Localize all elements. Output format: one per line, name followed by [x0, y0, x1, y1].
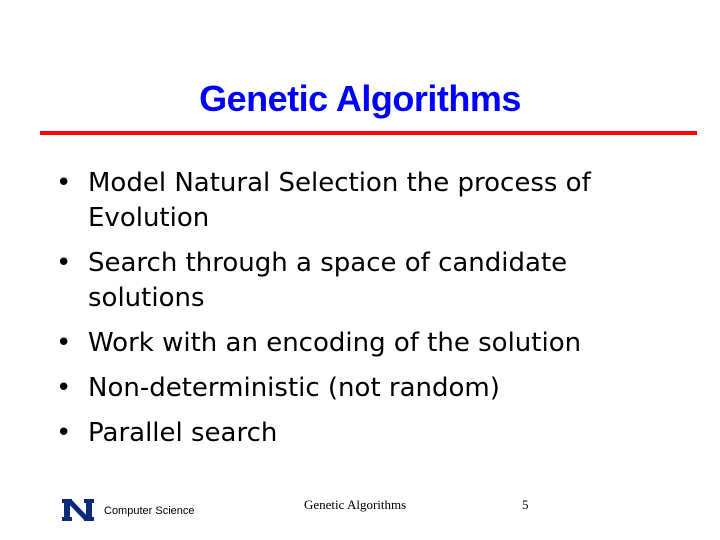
- slide-title: Genetic Algorithms: [199, 78, 521, 119]
- bullet-marker: •: [56, 328, 72, 358]
- footer-deck-title: Genetic Algorithms: [304, 497, 407, 512]
- bullet-text: Non-deterministic (not random): [88, 373, 500, 403]
- bullet-item: [56, 371, 676, 406]
- bullet-item: [56, 326, 676, 361]
- bullet-marker: •: [56, 248, 72, 278]
- footer-department: Computer Science: [104, 505, 195, 517]
- northwestern-n-logo-icon: [60, 497, 96, 523]
- bullet-marker: •: [56, 418, 72, 448]
- bullet-text: Work with an encoding of the solution: [88, 328, 582, 358]
- bullet-text: Search through a space of candidate solutions: [88, 248, 568, 313]
- bullet-marker: •: [56, 168, 72, 198]
- bullet-marker: •: [56, 373, 72, 403]
- bullet-text: Model Natural Selection the process of Evolution: [88, 168, 591, 233]
- page-number: 5: [522, 497, 529, 512]
- bullet-item: [56, 246, 676, 316]
- title-divider: [40, 131, 697, 135]
- bullet-item: [56, 416, 676, 451]
- bullet-item: [56, 166, 676, 236]
- bullet-text: Parallel search: [88, 418, 278, 448]
- bullet-list: [56, 166, 676, 461]
